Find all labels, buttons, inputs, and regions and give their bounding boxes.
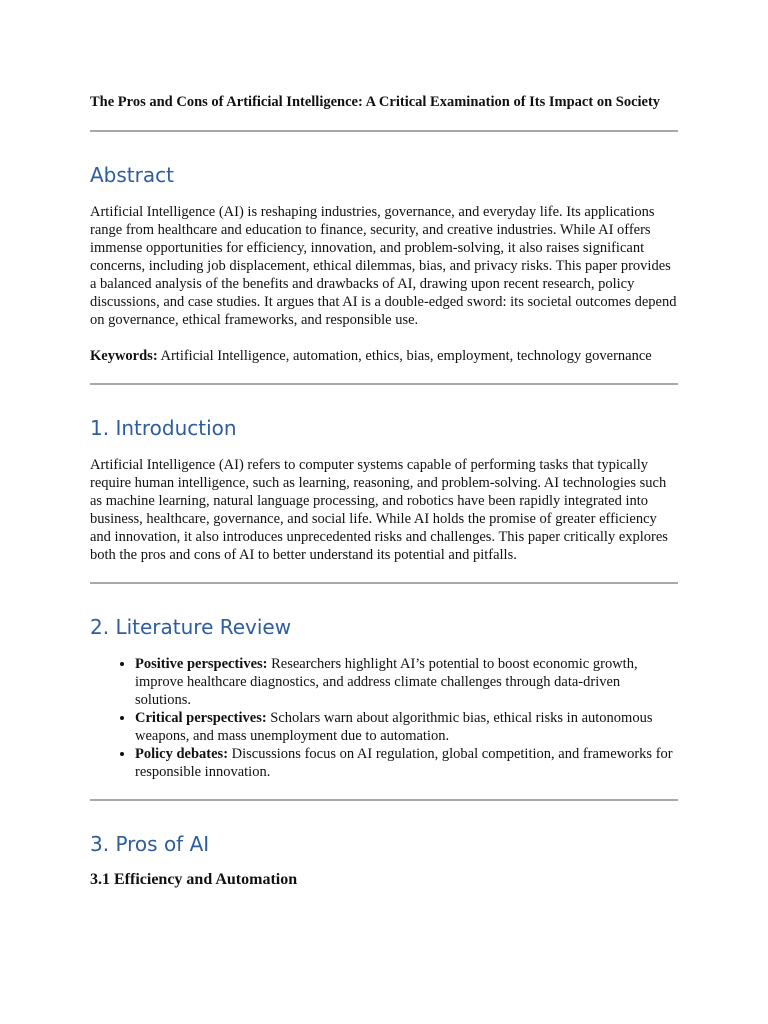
bullet-text: Discussions focus on AI regulation, global competition, and frameworks for responsible innovation. <box>135 746 673 780</box>
list-item <box>135 745 678 781</box>
bullet-term: Policy debates: <box>135 746 229 762</box>
literature-review-heading: 2. Literature Review <box>90 615 292 639</box>
list-item <box>135 709 678 745</box>
introduction-heading: 1. Introduction <box>90 416 237 440</box>
introduction-text: Artificial Intelligence (AI) refers to computer systems capable of performing tasks that typically require human intelligence, such as learning, reasoning, and problem-solving. AI technologies such as machine learning, natural language processing, and robotics have been rapidly integrated into business, healthcare, governance, and social life. While AI holds the promise of greater efficiency and innovation, it also introduces unprecedented risks and challenges. This paper critically explores both the pros and cons of AI to better understand its potential and pitfalls. <box>90 457 668 563</box>
list-item <box>135 655 678 709</box>
bullet-text: Scholars warn about algorithmic bias, ethical risks in autonomous weapons, and mass unemployment due to automation. <box>135 710 653 744</box>
abstract-text: Artificial Intelligence (AI) is reshaping industries, governance, and everyday life. Its applications range from healthcare and education to finance, security, and creative industries. While AI offers immense opportunities for efficiency, innovation, and problem-solving, it also raises significant concerns, including job displacement, ethical dilemmas, bias, and privacy risks. This paper provides a balanced analysis of the benefits and drawbacks of AI, drawing upon recent research, policy discussions, and case studies. It argues that AI is a double-edged sword: its societal outcomes depend on governance, ethical frameworks, and responsible use. <box>90 204 677 328</box>
efficiency-subheading: 3.1 Efficiency and Automation <box>90 871 298 888</box>
pros-heading: 3. Pros of AI <box>90 832 210 856</box>
document-title: The Pros and Cons of Artificial Intelligence: A Critical Examination of Its Impact on Society <box>90 94 661 110</box>
bullet-term: Positive perspectives: <box>135 656 268 672</box>
abstract-heading: Abstract <box>90 163 174 187</box>
bullet-term: Critical perspectives: <box>135 710 267 726</box>
bullet-text: Researchers highlight AI’s potential to boost economic growth, improve healthcare diagnostics, and address climate challenges through data-driven solutions. <box>135 656 638 708</box>
keywords-line <box>90 347 678 365</box>
keywords-label: Keywords: <box>90 348 158 364</box>
literature-review-list <box>90 655 678 781</box>
keywords-text: Artificial Intelligence, automation, ethics, bias, employment, technology governance <box>157 348 652 364</box>
